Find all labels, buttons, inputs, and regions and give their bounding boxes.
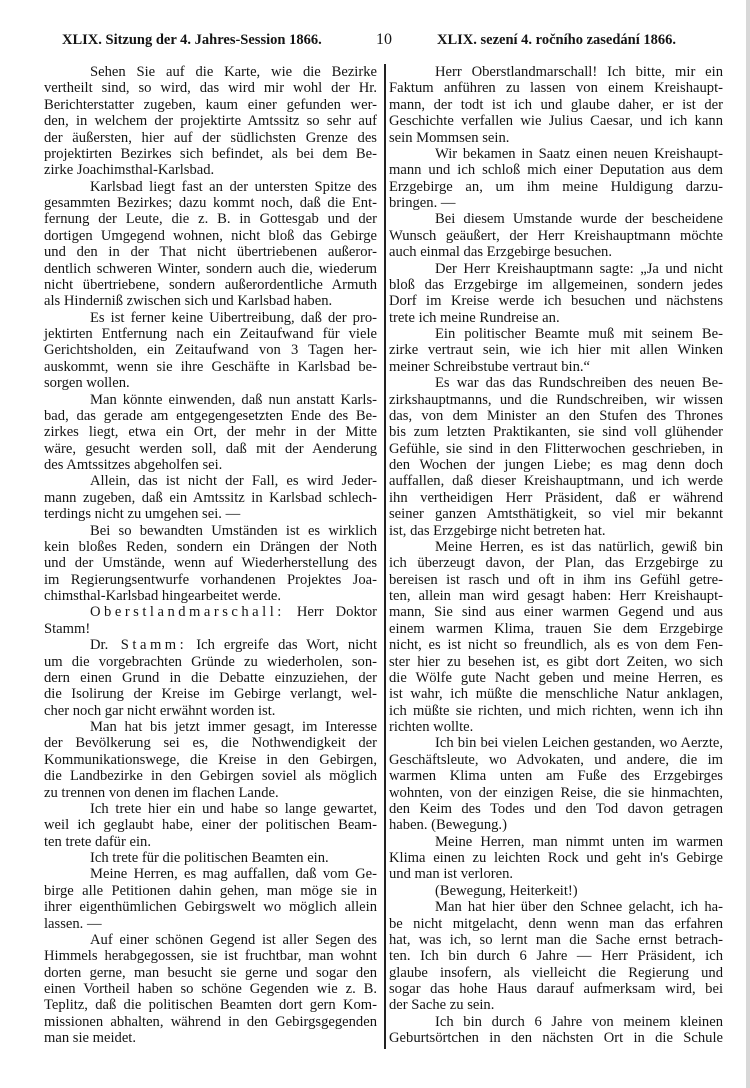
paragraph (44, 179, 377, 310)
text-line: auskommt, wenn sie ihre Geschäfte in Karlsbad be- (44, 358, 377, 375)
text-line: Geschäftsleute, wo Advokaten, und andere, die im (389, 751, 723, 768)
text-line: dentlich schweren Winter, sondern auch die, wiederum (44, 260, 377, 277)
paragraph (44, 866, 377, 932)
column-divider (384, 64, 386, 1049)
text-line: Klima einen zu leichten Rock und geht in's Gebirge (389, 850, 723, 866)
text-line: gesammten Bezirkes; dazu kommt noch, daß die Ent- (44, 195, 377, 211)
speaker-name: Oberstlandmarschall: (90, 604, 285, 621)
text-line: auffallen, daß dieser Kreishauptmann, und ich werde (389, 473, 723, 490)
text-line: der Sache zu sein. (389, 997, 495, 1014)
text-line: Dorf im Kreise werde ich besuchen und nächstens (389, 293, 723, 310)
text-line: zu trennen von denen im flachen Lande. (44, 784, 279, 801)
text-line: Gerichtsholden, ein Zeitaufwand von 3 Tagen her- (44, 342, 377, 359)
text-line: ich müßte sie richten, und mich richten, wenn ich ihn (389, 702, 723, 719)
text-line: um die vorgebrachten Gründe zu wiederholen, son- (44, 653, 377, 670)
text-line: (Bewegung, Heiterkeit!) (435, 882, 578, 899)
text-line: Ich trete für die politischen Beamten ein. (90, 850, 329, 866)
text-line: projektirten Bezirkes sich befindet, als bei dem Be- (44, 145, 377, 162)
text-line: warmen Klima unten am Fuße des Erzgebirges (389, 768, 723, 785)
text-line: glaube insofern, als vielleicht die Regierung und (389, 964, 723, 981)
text-line: ihrer eigenthümlichen Gebirgswelt wo möglich allein (44, 899, 377, 916)
text-line: zirke Joachimsthal-Karlsbad. (44, 162, 215, 179)
text-line: chimsthal-Karlsbad hingearbeitet werde. (44, 588, 282, 604)
text-line: auch einmal das Erzgebirge besuchen. (389, 244, 613, 261)
text-line: nicht, es ist nicht so freundlich, als es von dem Fen- (389, 637, 723, 654)
text-line: sorgen wollen. (44, 375, 130, 392)
text-line: vertheilt sind, so wird, das wird mir wohl der Hr. (44, 80, 377, 97)
text-line: bloß das Erzgebirge im allgemeinen, sondern jedes (389, 276, 723, 293)
paragraph (44, 392, 377, 474)
text-line: Ich trete hier ein und habe so lange gewartet, (90, 800, 377, 817)
text-line: mann, der todt ist ich und glaube daher, er ist der (389, 96, 723, 113)
text-line: Meine Herren, man nimmt unten im warmen (435, 833, 723, 850)
text-line: lassen. — (44, 915, 102, 932)
paragraph (389, 834, 723, 883)
text-line: Man könnte einwenden, daß nun anstatt Karls- (90, 391, 377, 408)
text-line: nicht übertriebene, sondern außerordentliche Armuth (44, 276, 377, 293)
text-line: sein Mommsen sein. (389, 129, 510, 146)
text-line: die Isolirung der Kreise im Gebirge verlangt, wel- (44, 686, 377, 703)
text-line: des Amtssitzes abgeholfen sei. (44, 457, 223, 473)
text-line: Kommunikationswege, die Kreise in den Gebirgen, (44, 751, 377, 768)
text-line: Sehen Sie auf die Karte, wie die Bezirke (90, 64, 377, 80)
text-line: als Hinderniß zwischen sich und Karlsbad haben. (44, 293, 333, 310)
paragraph (44, 523, 377, 605)
text-line: be nicht mitgelacht, denn wenn man das erfahren (389, 915, 723, 932)
text-line: Meine Herren, es ist das natürlich, gewiß bin (435, 538, 723, 555)
text-line: zirkes liegt, etwa ein Ort, der mehr in der Mitte (44, 424, 377, 441)
page-edge (746, 0, 750, 1088)
text-line: dortigen Umgegend wohnen, nicht bloß das Gebirge (44, 227, 377, 244)
text-line: Bei so bewandten Umständen ist es wirklich (90, 522, 377, 539)
text-line: birge alle Petitionen dahin gehen, man möge sie in (44, 882, 377, 899)
text-line: einen Vortheil haben so schöne Gegenden wie z. B. (44, 981, 377, 997)
paragraph (389, 261, 723, 327)
paragraph (389, 64, 723, 146)
text-line: Erzgebirge an, um ihm meine Huldigung darzu- (389, 178, 723, 195)
text-line: trete ich meine Rundreise an. (389, 309, 560, 326)
text-line: Geburtsörtchen in den nächsten Ort in die Schule (389, 1030, 723, 1047)
paragraph (389, 375, 723, 539)
text-line: wäre, gesucht werden soll, daß mit der Aenderung (44, 440, 377, 457)
text-line: den Keim des Todes und den Tod davon getragen (389, 800, 723, 817)
text-line: wohnten, von der einzigen Reise, die sie hinmachten, (389, 784, 723, 801)
text-line: und den in der That nicht übertriebenen außeror- (44, 244, 377, 261)
line-text: Herr Doktor (284, 604, 377, 621)
text-line: sogar das hohe Haus darauf aufmerksam wird, bei (389, 981, 723, 997)
text-line: Wir bekamen in Saatz einen neuen Kreishaupt- (435, 145, 723, 162)
paragraph (44, 473, 377, 522)
text-line: Es ist ferner keine Uibertreibung, daß der pro- (90, 309, 377, 326)
page-number: 10 (376, 31, 392, 48)
text-line: Bei diesem Umstande wurde der bescheidene (435, 211, 723, 228)
paragraph (389, 883, 723, 899)
text-line: Herr Oberstlandmarschall! Ich bitte, mir ein (435, 64, 723, 80)
text-line: man sie meidet. (44, 1030, 136, 1047)
text-line: Man hat hier über den Schnee gelacht, ich ha- (435, 899, 723, 916)
text-line: ster hier zu besehen ist, es gibt dort Zeiten, wo sich (389, 653, 723, 670)
text-line: den, in welchem der projektirte Amtssitz so sehr auf (44, 113, 377, 130)
text-line: Ein politischer Beamte muß mit seinem Be- (435, 326, 723, 342)
text-line: bis zum letzten Praktikanten, sie sind voll glühender (389, 424, 723, 441)
text-line: und man ist verloren. (389, 866, 514, 883)
paragraph (44, 932, 377, 1047)
text-line: die Wölfe gute Nacht geben und meine Herren, es (389, 669, 723, 686)
text-line: jektirten Entfernung nach ein Zeitaufwand für viele (44, 326, 377, 342)
text-line: ihn vertheidigen Herr Präsident, daß er während (389, 489, 723, 506)
text-line: die Landbezirke in den Gebirgen soviel als möglich (44, 768, 377, 785)
text-line: Himmels herabgegossen, sie ist fruchtbar, man wohnt (44, 948, 377, 965)
text-line: dern einen Grund in die Debatte einzuziehen, der (44, 669, 377, 686)
paragraph (389, 211, 723, 260)
text-line: meiner Schreibstube vertraut bin.“ (389, 358, 590, 375)
header-title-czech: XLIX. sezení 4. ročního zasedání 1866. (437, 32, 676, 48)
paragraph (389, 146, 723, 212)
text-line: Karlsbad liegt fast an der untersten Spitze des (90, 178, 377, 195)
text-line: Geschichte verfallen wie Julius Caesar, und ich kann (389, 113, 723, 130)
paragraph (389, 539, 723, 736)
text-line: fernung der Leute, die z. B. in Gottesgab und der (44, 211, 377, 228)
paragraph (389, 899, 723, 1014)
text-line: mann, Sie sind aus einer warmen Gegend und aus (389, 604, 723, 621)
text-line: Der Herr Kreishauptmann sagte: „Ja und nicht (435, 260, 723, 277)
speaker-name: Stamm: (108, 637, 188, 654)
text-line: bereisen ist rasch und oft in ihm ins Gefühl getre- (389, 571, 723, 588)
text-line: ich überzeugt davon, der Plan, das Erzgebirge zu (389, 555, 723, 572)
text-line: bringen. — (389, 195, 456, 211)
text-line: bad, das gerade am entgegengesetzten Ende des Be- (44, 407, 377, 424)
paragraph (44, 310, 377, 392)
text-line (44, 604, 377, 620)
header-title-german: XLIX. Sitzung der 4. Jahres-Session 1866. (62, 32, 322, 48)
line-text: Ich ergreife das Wort, nicht (187, 637, 377, 654)
text-line: ten, allein man wird gesagt haben: Herr Kreishaupt- (389, 588, 723, 604)
text-line: im Regierungsentwurfe vorhandenen Projektes Joa- (44, 571, 377, 588)
left-column (44, 64, 377, 1047)
text-line: und der Umstände, wenn auf Wiederherstellung des (44, 555, 377, 572)
text-line (44, 637, 377, 653)
text-line: seiner ganzen Amtsthätigkeit, so viel mir bekannt (389, 506, 723, 523)
text-line: den Wochen der jungen Liebe; es mag denn doch (389, 457, 723, 473)
paragraph (44, 719, 377, 801)
text-line: terdings nicht zu umgehen sei. — (44, 506, 241, 523)
text-line: weil ich geglaubt habe, einer der politischen Beam- (44, 817, 377, 834)
text-line: der äußersten, hier auf der südlichsten Grenze des (44, 129, 377, 146)
text-line: zirke vertraut sein, wie ich hier mit allen Winken (389, 342, 723, 359)
text-line: Gefühle, sie sind in den Flitterwochen geschrieben, in (389, 440, 723, 457)
text-line: hat, was ich, so lernt man die Sache ernst betrach- (389, 931, 723, 948)
paragraph (44, 801, 377, 850)
text-line: ten trete dafür ein. (44, 833, 151, 850)
right-column (389, 64, 723, 1047)
text-line: ten. Ich bin durch 6 Jahre — Herr Präsident, ich (389, 948, 723, 965)
text-line: mann und ich schloß mich einer Deputation aus dem (389, 162, 723, 179)
text-line: Auf einer schönen Gegend ist aller Segen des (90, 931, 377, 948)
text-line: das, von dem Minister an den Stufen des Thrones (389, 407, 723, 424)
paragraph (44, 850, 377, 866)
text-line: Allein, das ist nicht der Fall, es wird Jeder- (90, 473, 377, 490)
text-line: Man hat bis jetzt immer gesagt, im Interesse (90, 719, 377, 735)
paragraph (44, 64, 377, 179)
paragraph (44, 637, 377, 719)
paragraph (389, 735, 723, 833)
text-line: kein bloßes Reden, sondern ein Drängen der Noth (44, 538, 377, 555)
text-line: Wunsch geäußert, der Herr Kreishauptmann möchte (389, 227, 723, 244)
text-line: mann zugeben, daß ein Amtssitz in Karlsbad schlech- (44, 489, 377, 506)
text-line: Ich bin bei vielen Leichen gestanden, wo Aerzte, (435, 735, 723, 752)
paragraph (389, 1014, 723, 1047)
text-line: Berichterstatter zugeben, kaum einer gefunden wer- (44, 96, 377, 113)
text-line: ist wahr, ich müßte die menschliche Natur anklagen, (389, 686, 723, 703)
text-line: Faktum anführen zu lassen von einem Kreishaupt- (389, 80, 723, 97)
text-line: cher noch gar nicht erwähnt worden ist. (44, 702, 276, 719)
text-line: Es war das das Rundschreiben des neuen Be- (435, 375, 723, 392)
text-line: Meine Herren, es mag auffallen, daß vom Ge- (90, 866, 377, 883)
text-line: Ich bin durch 6 Jahre von meinem kleinen (435, 1013, 723, 1030)
speaker-title: Dr. (90, 637, 109, 654)
text-line: richten wollte. (389, 719, 474, 735)
paragraph (44, 604, 377, 637)
text-line: haben. (Bewegung.) (389, 817, 507, 834)
text-line: dorten gerne, man besucht sie gerne und sogar den (44, 964, 377, 981)
text-line: Stamm! (44, 620, 91, 637)
text-line: missionen abhalten, während in den Gebirgsgegenden (44, 1013, 377, 1030)
text-line: zirkshauptmanns, und die Rundschreiben, wir wissen (389, 391, 723, 408)
text-line: Teplitz, daß die politischen Beamten dort gern Kom- (44, 997, 377, 1014)
text-line: ist, das Erzgebirge nicht betreten hat. (389, 522, 606, 539)
text-line: der Bevölkerung sei es, die Nothwendigkeit der (44, 735, 377, 752)
paragraph (389, 326, 723, 375)
text-line: einem warmen Klima, trauen Sie dem Erzgebirge (389, 620, 723, 637)
